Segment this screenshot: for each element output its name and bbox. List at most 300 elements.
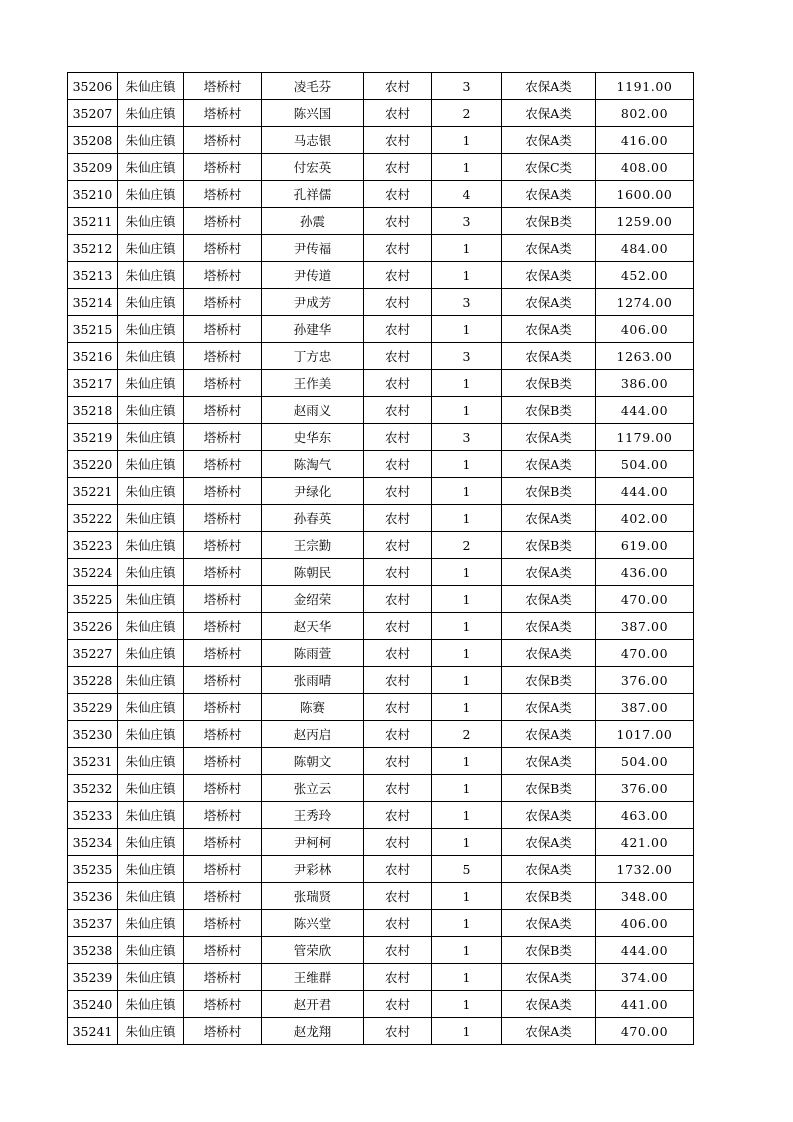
amount-cell: 408.00 bbox=[596, 154, 694, 181]
category-cell: 农保A类 bbox=[502, 559, 596, 586]
document-table-container bbox=[67, 72, 694, 1045]
table-row bbox=[68, 154, 694, 181]
record-id-cell: 35220 bbox=[68, 451, 118, 478]
type-cell: 农村 bbox=[364, 883, 432, 910]
name-cell: 王秀玲 bbox=[262, 802, 364, 829]
amount-cell: 444.00 bbox=[596, 397, 694, 424]
category-cell: 农保B类 bbox=[502, 208, 596, 235]
type-cell: 农村 bbox=[364, 586, 432, 613]
village-cell: 塔桥村 bbox=[184, 856, 262, 883]
amount-cell: 1274.00 bbox=[596, 289, 694, 316]
category-cell: 农保A类 bbox=[502, 343, 596, 370]
town-cell: 朱仙庄镇 bbox=[118, 262, 184, 289]
table-row bbox=[68, 397, 694, 424]
record-id-cell: 35232 bbox=[68, 775, 118, 802]
type-cell: 农村 bbox=[364, 802, 432, 829]
name-cell: 赵天华 bbox=[262, 613, 364, 640]
count-cell: 1 bbox=[432, 505, 502, 532]
name-cell: 陈雨萱 bbox=[262, 640, 364, 667]
count-cell: 1 bbox=[432, 937, 502, 964]
table-row bbox=[68, 262, 694, 289]
village-cell: 塔桥村 bbox=[184, 883, 262, 910]
town-cell: 朱仙庄镇 bbox=[118, 802, 184, 829]
count-cell: 1 bbox=[432, 1018, 502, 1045]
amount-cell: 421.00 bbox=[596, 829, 694, 856]
category-cell: 农保A类 bbox=[502, 181, 596, 208]
record-id-cell: 35225 bbox=[68, 586, 118, 613]
category-cell: 农保A类 bbox=[502, 289, 596, 316]
count-cell: 1 bbox=[432, 694, 502, 721]
table-row bbox=[68, 424, 694, 451]
count-cell: 5 bbox=[432, 856, 502, 883]
name-cell: 凌毛芬 bbox=[262, 73, 364, 100]
name-cell: 管荣欣 bbox=[262, 937, 364, 964]
count-cell: 1 bbox=[432, 883, 502, 910]
village-cell: 塔桥村 bbox=[184, 532, 262, 559]
type-cell: 农村 bbox=[364, 775, 432, 802]
table-row bbox=[68, 586, 694, 613]
record-id-cell: 35237 bbox=[68, 910, 118, 937]
town-cell: 朱仙庄镇 bbox=[118, 289, 184, 316]
amount-cell: 416.00 bbox=[596, 127, 694, 154]
amount-cell: 406.00 bbox=[596, 910, 694, 937]
town-cell: 朱仙庄镇 bbox=[118, 370, 184, 397]
type-cell: 农村 bbox=[364, 181, 432, 208]
count-cell: 1 bbox=[432, 991, 502, 1018]
record-id-cell: 35213 bbox=[68, 262, 118, 289]
table-row bbox=[68, 181, 694, 208]
village-cell: 塔桥村 bbox=[184, 235, 262, 262]
type-cell: 农村 bbox=[364, 289, 432, 316]
town-cell: 朱仙庄镇 bbox=[118, 424, 184, 451]
town-cell: 朱仙庄镇 bbox=[118, 235, 184, 262]
table-row bbox=[68, 694, 694, 721]
table-row bbox=[68, 937, 694, 964]
count-cell: 1 bbox=[432, 370, 502, 397]
town-cell: 朱仙庄镇 bbox=[118, 829, 184, 856]
name-cell: 尹传道 bbox=[262, 262, 364, 289]
type-cell: 农村 bbox=[364, 937, 432, 964]
town-cell: 朱仙庄镇 bbox=[118, 748, 184, 775]
type-cell: 农村 bbox=[364, 235, 432, 262]
name-cell: 史华东 bbox=[262, 424, 364, 451]
category-cell: 农保A类 bbox=[502, 73, 596, 100]
amount-cell: 504.00 bbox=[596, 748, 694, 775]
name-cell: 赵雨义 bbox=[262, 397, 364, 424]
amount-cell: 376.00 bbox=[596, 667, 694, 694]
table-row bbox=[68, 856, 694, 883]
record-id-cell: 35222 bbox=[68, 505, 118, 532]
amount-cell: 348.00 bbox=[596, 883, 694, 910]
table-row bbox=[68, 883, 694, 910]
village-cell: 塔桥村 bbox=[184, 1018, 262, 1045]
category-cell: 农保B类 bbox=[502, 370, 596, 397]
type-cell: 农村 bbox=[364, 397, 432, 424]
table-row bbox=[68, 613, 694, 640]
table-row bbox=[68, 748, 694, 775]
table-row bbox=[68, 316, 694, 343]
count-cell: 3 bbox=[432, 208, 502, 235]
table-row bbox=[68, 775, 694, 802]
amount-cell: 452.00 bbox=[596, 262, 694, 289]
type-cell: 农村 bbox=[364, 478, 432, 505]
table-row bbox=[68, 289, 694, 316]
count-cell: 2 bbox=[432, 532, 502, 559]
name-cell: 金绍荣 bbox=[262, 586, 364, 613]
category-cell: 农保A类 bbox=[502, 235, 596, 262]
category-cell: 农保C类 bbox=[502, 154, 596, 181]
count-cell: 1 bbox=[432, 586, 502, 613]
table-row bbox=[68, 802, 694, 829]
town-cell: 朱仙庄镇 bbox=[118, 586, 184, 613]
name-cell: 丁方忠 bbox=[262, 343, 364, 370]
amount-cell: 1191.00 bbox=[596, 73, 694, 100]
type-cell: 农村 bbox=[364, 370, 432, 397]
type-cell: 农村 bbox=[364, 640, 432, 667]
town-cell: 朱仙庄镇 bbox=[118, 154, 184, 181]
name-cell: 付宏英 bbox=[262, 154, 364, 181]
village-cell: 塔桥村 bbox=[184, 208, 262, 235]
village-cell: 塔桥村 bbox=[184, 748, 262, 775]
amount-cell: 1732.00 bbox=[596, 856, 694, 883]
table-row bbox=[68, 559, 694, 586]
record-id-cell: 35239 bbox=[68, 964, 118, 991]
record-id-cell: 35231 bbox=[68, 748, 118, 775]
village-cell: 塔桥村 bbox=[184, 424, 262, 451]
table-row bbox=[68, 532, 694, 559]
village-cell: 塔桥村 bbox=[184, 721, 262, 748]
record-id-cell: 35209 bbox=[68, 154, 118, 181]
town-cell: 朱仙庄镇 bbox=[118, 964, 184, 991]
count-cell: 1 bbox=[432, 748, 502, 775]
town-cell: 朱仙庄镇 bbox=[118, 883, 184, 910]
type-cell: 农村 bbox=[364, 262, 432, 289]
count-cell: 1 bbox=[432, 127, 502, 154]
record-id-cell: 35240 bbox=[68, 991, 118, 1018]
village-cell: 塔桥村 bbox=[184, 127, 262, 154]
record-id-cell: 35235 bbox=[68, 856, 118, 883]
town-cell: 朱仙庄镇 bbox=[118, 505, 184, 532]
record-id-cell: 35221 bbox=[68, 478, 118, 505]
count-cell: 1 bbox=[432, 559, 502, 586]
count-cell: 3 bbox=[432, 289, 502, 316]
type-cell: 农村 bbox=[364, 721, 432, 748]
record-id-cell: 35208 bbox=[68, 127, 118, 154]
record-id-cell: 35234 bbox=[68, 829, 118, 856]
name-cell: 孔祥儒 bbox=[262, 181, 364, 208]
village-cell: 塔桥村 bbox=[184, 829, 262, 856]
record-id-cell: 35226 bbox=[68, 613, 118, 640]
town-cell: 朱仙庄镇 bbox=[118, 73, 184, 100]
name-cell: 陈兴国 bbox=[262, 100, 364, 127]
amount-cell: 484.00 bbox=[596, 235, 694, 262]
town-cell: 朱仙庄镇 bbox=[118, 667, 184, 694]
count-cell: 1 bbox=[432, 640, 502, 667]
village-cell: 塔桥村 bbox=[184, 316, 262, 343]
type-cell: 农村 bbox=[364, 910, 432, 937]
town-cell: 朱仙庄镇 bbox=[118, 991, 184, 1018]
amount-cell: 1263.00 bbox=[596, 343, 694, 370]
category-cell: 农保A类 bbox=[502, 640, 596, 667]
count-cell: 3 bbox=[432, 73, 502, 100]
amount-cell: 444.00 bbox=[596, 478, 694, 505]
town-cell: 朱仙庄镇 bbox=[118, 181, 184, 208]
category-cell: 农保A类 bbox=[502, 451, 596, 478]
records-table bbox=[67, 72, 694, 1045]
amount-cell: 387.00 bbox=[596, 613, 694, 640]
count-cell: 1 bbox=[432, 478, 502, 505]
count-cell: 2 bbox=[432, 100, 502, 127]
type-cell: 农村 bbox=[364, 343, 432, 370]
name-cell: 陈赛 bbox=[262, 694, 364, 721]
count-cell: 1 bbox=[432, 910, 502, 937]
village-cell: 塔桥村 bbox=[184, 559, 262, 586]
table-row bbox=[68, 370, 694, 397]
town-cell: 朱仙庄镇 bbox=[118, 640, 184, 667]
type-cell: 农村 bbox=[364, 208, 432, 235]
village-cell: 塔桥村 bbox=[184, 154, 262, 181]
name-cell: 尹传福 bbox=[262, 235, 364, 262]
record-id-cell: 35230 bbox=[68, 721, 118, 748]
name-cell: 王作美 bbox=[262, 370, 364, 397]
name-cell: 孙震 bbox=[262, 208, 364, 235]
name-cell: 马志银 bbox=[262, 127, 364, 154]
count-cell: 4 bbox=[432, 181, 502, 208]
name-cell: 尹彩林 bbox=[262, 856, 364, 883]
category-cell: 农保A类 bbox=[502, 424, 596, 451]
table-row bbox=[68, 505, 694, 532]
village-cell: 塔桥村 bbox=[184, 667, 262, 694]
village-cell: 塔桥村 bbox=[184, 640, 262, 667]
name-cell: 赵丙启 bbox=[262, 721, 364, 748]
name-cell: 孙春英 bbox=[262, 505, 364, 532]
amount-cell: 436.00 bbox=[596, 559, 694, 586]
category-cell: 农保A类 bbox=[502, 100, 596, 127]
record-id-cell: 35236 bbox=[68, 883, 118, 910]
table-row bbox=[68, 1018, 694, 1045]
village-cell: 塔桥村 bbox=[184, 397, 262, 424]
count-cell: 2 bbox=[432, 721, 502, 748]
town-cell: 朱仙庄镇 bbox=[118, 937, 184, 964]
name-cell: 张立云 bbox=[262, 775, 364, 802]
count-cell: 1 bbox=[432, 775, 502, 802]
type-cell: 农村 bbox=[364, 964, 432, 991]
amount-cell: 463.00 bbox=[596, 802, 694, 829]
village-cell: 塔桥村 bbox=[184, 775, 262, 802]
table-row bbox=[68, 640, 694, 667]
town-cell: 朱仙庄镇 bbox=[118, 343, 184, 370]
count-cell: 1 bbox=[432, 667, 502, 694]
amount-cell: 1179.00 bbox=[596, 424, 694, 451]
town-cell: 朱仙庄镇 bbox=[118, 910, 184, 937]
name-cell: 王维群 bbox=[262, 964, 364, 991]
town-cell: 朱仙庄镇 bbox=[118, 478, 184, 505]
record-id-cell: 35207 bbox=[68, 100, 118, 127]
village-cell: 塔桥村 bbox=[184, 73, 262, 100]
name-cell: 陈兴堂 bbox=[262, 910, 364, 937]
amount-cell: 619.00 bbox=[596, 532, 694, 559]
amount-cell: 470.00 bbox=[596, 1018, 694, 1045]
category-cell: 农保B类 bbox=[502, 883, 596, 910]
category-cell: 农保B类 bbox=[502, 397, 596, 424]
type-cell: 农村 bbox=[364, 991, 432, 1018]
type-cell: 农村 bbox=[364, 829, 432, 856]
table-body bbox=[68, 73, 694, 1045]
amount-cell: 386.00 bbox=[596, 370, 694, 397]
count-cell: 3 bbox=[432, 343, 502, 370]
amount-cell: 376.00 bbox=[596, 775, 694, 802]
name-cell: 张瑞贤 bbox=[262, 883, 364, 910]
village-cell: 塔桥村 bbox=[184, 181, 262, 208]
type-cell: 农村 bbox=[364, 532, 432, 559]
table-row bbox=[68, 910, 694, 937]
type-cell: 农村 bbox=[364, 73, 432, 100]
amount-cell: 802.00 bbox=[596, 100, 694, 127]
name-cell: 王宗勤 bbox=[262, 532, 364, 559]
type-cell: 农村 bbox=[364, 694, 432, 721]
category-cell: 农保B类 bbox=[502, 532, 596, 559]
record-id-cell: 35238 bbox=[68, 937, 118, 964]
count-cell: 1 bbox=[432, 397, 502, 424]
amount-cell: 1259.00 bbox=[596, 208, 694, 235]
category-cell: 农保A类 bbox=[502, 829, 596, 856]
category-cell: 农保B类 bbox=[502, 775, 596, 802]
record-id-cell: 35216 bbox=[68, 343, 118, 370]
count-cell: 1 bbox=[432, 613, 502, 640]
village-cell: 塔桥村 bbox=[184, 100, 262, 127]
category-cell: 农保A类 bbox=[502, 316, 596, 343]
table-row bbox=[68, 100, 694, 127]
record-id-cell: 35212 bbox=[68, 235, 118, 262]
village-cell: 塔桥村 bbox=[184, 262, 262, 289]
village-cell: 塔桥村 bbox=[184, 613, 262, 640]
town-cell: 朱仙庄镇 bbox=[118, 559, 184, 586]
type-cell: 农村 bbox=[364, 451, 432, 478]
table-row bbox=[68, 235, 694, 262]
count-cell: 1 bbox=[432, 154, 502, 181]
town-cell: 朱仙庄镇 bbox=[118, 775, 184, 802]
table-row bbox=[68, 991, 694, 1018]
name-cell: 陈朝民 bbox=[262, 559, 364, 586]
table-row bbox=[68, 208, 694, 235]
count-cell: 1 bbox=[432, 964, 502, 991]
table-row bbox=[68, 964, 694, 991]
town-cell: 朱仙庄镇 bbox=[118, 613, 184, 640]
village-cell: 塔桥村 bbox=[184, 694, 262, 721]
village-cell: 塔桥村 bbox=[184, 910, 262, 937]
town-cell: 朱仙庄镇 bbox=[118, 316, 184, 343]
record-id-cell: 35217 bbox=[68, 370, 118, 397]
village-cell: 塔桥村 bbox=[184, 964, 262, 991]
amount-cell: 444.00 bbox=[596, 937, 694, 964]
town-cell: 朱仙庄镇 bbox=[118, 127, 184, 154]
town-cell: 朱仙庄镇 bbox=[118, 1018, 184, 1045]
category-cell: 农保B类 bbox=[502, 937, 596, 964]
category-cell: 农保A类 bbox=[502, 127, 596, 154]
record-id-cell: 35211 bbox=[68, 208, 118, 235]
category-cell: 农保A类 bbox=[502, 748, 596, 775]
table-row bbox=[68, 721, 694, 748]
category-cell: 农保A类 bbox=[502, 721, 596, 748]
town-cell: 朱仙庄镇 bbox=[118, 856, 184, 883]
category-cell: 农保A类 bbox=[502, 910, 596, 937]
name-cell: 孙建华 bbox=[262, 316, 364, 343]
category-cell: 农保A类 bbox=[502, 505, 596, 532]
village-cell: 塔桥村 bbox=[184, 505, 262, 532]
record-id-cell: 35214 bbox=[68, 289, 118, 316]
town-cell: 朱仙庄镇 bbox=[118, 100, 184, 127]
type-cell: 农村 bbox=[364, 316, 432, 343]
table-row bbox=[68, 451, 694, 478]
category-cell: 农保A类 bbox=[502, 613, 596, 640]
record-id-cell: 35210 bbox=[68, 181, 118, 208]
type-cell: 农村 bbox=[364, 100, 432, 127]
record-id-cell: 35229 bbox=[68, 694, 118, 721]
record-id-cell: 35206 bbox=[68, 73, 118, 100]
table-row bbox=[68, 127, 694, 154]
record-id-cell: 35233 bbox=[68, 802, 118, 829]
amount-cell: 406.00 bbox=[596, 316, 694, 343]
type-cell: 农村 bbox=[364, 424, 432, 451]
village-cell: 塔桥村 bbox=[184, 991, 262, 1018]
name-cell: 尹成芳 bbox=[262, 289, 364, 316]
record-id-cell: 35227 bbox=[68, 640, 118, 667]
town-cell: 朱仙庄镇 bbox=[118, 451, 184, 478]
amount-cell: 387.00 bbox=[596, 694, 694, 721]
count-cell: 1 bbox=[432, 235, 502, 262]
type-cell: 农村 bbox=[364, 559, 432, 586]
record-id-cell: 35215 bbox=[68, 316, 118, 343]
town-cell: 朱仙庄镇 bbox=[118, 208, 184, 235]
category-cell: 农保A类 bbox=[502, 964, 596, 991]
count-cell: 1 bbox=[432, 451, 502, 478]
record-id-cell: 35218 bbox=[68, 397, 118, 424]
count-cell: 1 bbox=[432, 829, 502, 856]
record-id-cell: 35223 bbox=[68, 532, 118, 559]
type-cell: 农村 bbox=[364, 1018, 432, 1045]
record-id-cell: 35219 bbox=[68, 424, 118, 451]
category-cell: 农保B类 bbox=[502, 667, 596, 694]
type-cell: 农村 bbox=[364, 856, 432, 883]
count-cell: 1 bbox=[432, 802, 502, 829]
amount-cell: 1017.00 bbox=[596, 721, 694, 748]
table-row bbox=[68, 478, 694, 505]
category-cell: 农保A类 bbox=[502, 694, 596, 721]
record-id-cell: 35241 bbox=[68, 1018, 118, 1045]
village-cell: 塔桥村 bbox=[184, 343, 262, 370]
name-cell: 赵开君 bbox=[262, 991, 364, 1018]
category-cell: 农保A类 bbox=[502, 262, 596, 289]
village-cell: 塔桥村 bbox=[184, 289, 262, 316]
amount-cell: 374.00 bbox=[596, 964, 694, 991]
category-cell: 农保A类 bbox=[502, 991, 596, 1018]
category-cell: 农保B类 bbox=[502, 478, 596, 505]
category-cell: 农保A类 bbox=[502, 856, 596, 883]
count-cell: 1 bbox=[432, 262, 502, 289]
village-cell: 塔桥村 bbox=[184, 478, 262, 505]
type-cell: 农村 bbox=[364, 613, 432, 640]
type-cell: 农村 bbox=[364, 748, 432, 775]
name-cell: 尹柯柯 bbox=[262, 829, 364, 856]
village-cell: 塔桥村 bbox=[184, 370, 262, 397]
amount-cell: 441.00 bbox=[596, 991, 694, 1018]
town-cell: 朱仙庄镇 bbox=[118, 721, 184, 748]
type-cell: 农村 bbox=[364, 667, 432, 694]
table-row bbox=[68, 73, 694, 100]
record-id-cell: 35224 bbox=[68, 559, 118, 586]
amount-cell: 504.00 bbox=[596, 451, 694, 478]
amount-cell: 470.00 bbox=[596, 586, 694, 613]
